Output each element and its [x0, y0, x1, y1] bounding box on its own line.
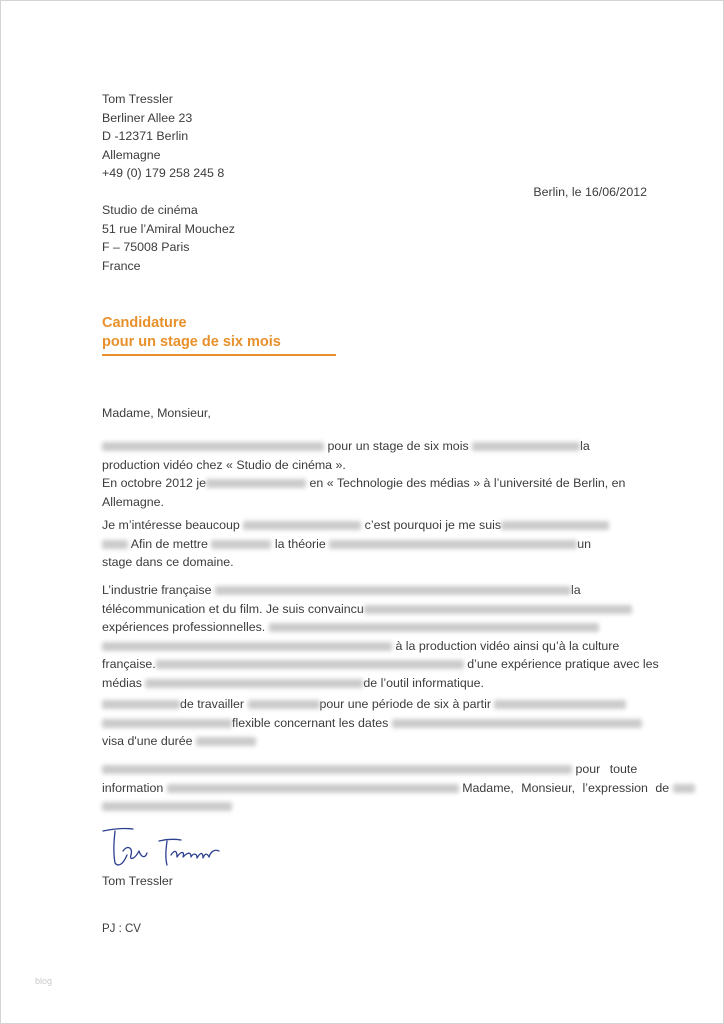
redacted-text [364, 605, 632, 614]
redacted-text [329, 540, 577, 549]
redacted-text [392, 719, 642, 728]
redacted-text [269, 623, 599, 632]
recipient-country: France [102, 258, 141, 273]
sender-phone: +49 (0) 179 258 245 8 [102, 166, 225, 180]
recipient-street: 51 rue l’Amiral Mouchez [102, 221, 235, 236]
redacted-text [472, 442, 580, 451]
redacted-text [494, 700, 626, 709]
paragraph-5: pour toute information Madame, Monsieur, l’expression de [102, 760, 695, 816]
redacted-text [501, 521, 609, 530]
paragraph-4: de travailler pour une période de six à partir flexible concernant les dates visa d'une durée [102, 695, 642, 751]
paragraph-3: L’industrie française la télécommunication et du film. Je suis convaincu expériences professionnelles. à la production vidéo ainsi qu’à la culture française. d’une expérience pratique avec les médias de l’outil informatique. [102, 583, 659, 690]
redacted-text [248, 700, 320, 709]
subject-underline [102, 354, 336, 356]
subject-heading [102, 314, 281, 352]
recipient-name: Studio de cinéma [102, 203, 198, 217]
paragraph-1: pour un stage de six mois la production vidéo chez « Studio de cinéma ». En octobre 2012 je en « Technologie des médias » à l’université de Berlin, en Allemagne. [102, 439, 626, 509]
letter-date: Berlin, le 16/06/2012 [533, 185, 647, 199]
redacted-text [215, 586, 571, 595]
sender-city: D -12371 Berlin [102, 129, 189, 143]
redacted-text [206, 479, 306, 488]
salutation: Madame, Monsieur, [102, 406, 211, 420]
sender-country: Allemagne [102, 147, 161, 162]
redacted-text [167, 784, 459, 793]
signature-name: Tom Tressler [102, 874, 173, 888]
enclosure: PJ : CV [102, 923, 141, 935]
sender-street: Berliner Allee 23 [102, 110, 193, 125]
subject-line-1: Candidature [102, 315, 187, 331]
redacted-text [102, 802, 232, 811]
watermark: blog [35, 976, 53, 986]
redacted-text [102, 442, 324, 451]
redacted-text [102, 719, 232, 728]
sender-address [102, 90, 224, 183]
redacted-text [102, 700, 180, 709]
handwritten-signature [101, 825, 225, 869]
redacted-text [243, 521, 361, 530]
recipient-address [102, 201, 235, 275]
redacted-text [145, 679, 363, 688]
redacted-text [156, 660, 464, 669]
redacted-text [673, 784, 695, 793]
redacted-text [102, 540, 128, 549]
subject-line-2: pour un stage de six mois [102, 334, 281, 350]
recipient-city: F – 75008 Paris [102, 240, 190, 254]
redacted-text [102, 642, 392, 651]
paragraph-2: Je m’intéresse beaucoup c’est pourquoi je me suis Afin de mettre la théorie un stage dans ce domaine. [102, 516, 609, 572]
sender-name: Tom Tressler [102, 92, 173, 106]
redacted-text [196, 737, 256, 746]
redacted-text [211, 540, 271, 549]
redacted-text [102, 765, 572, 774]
